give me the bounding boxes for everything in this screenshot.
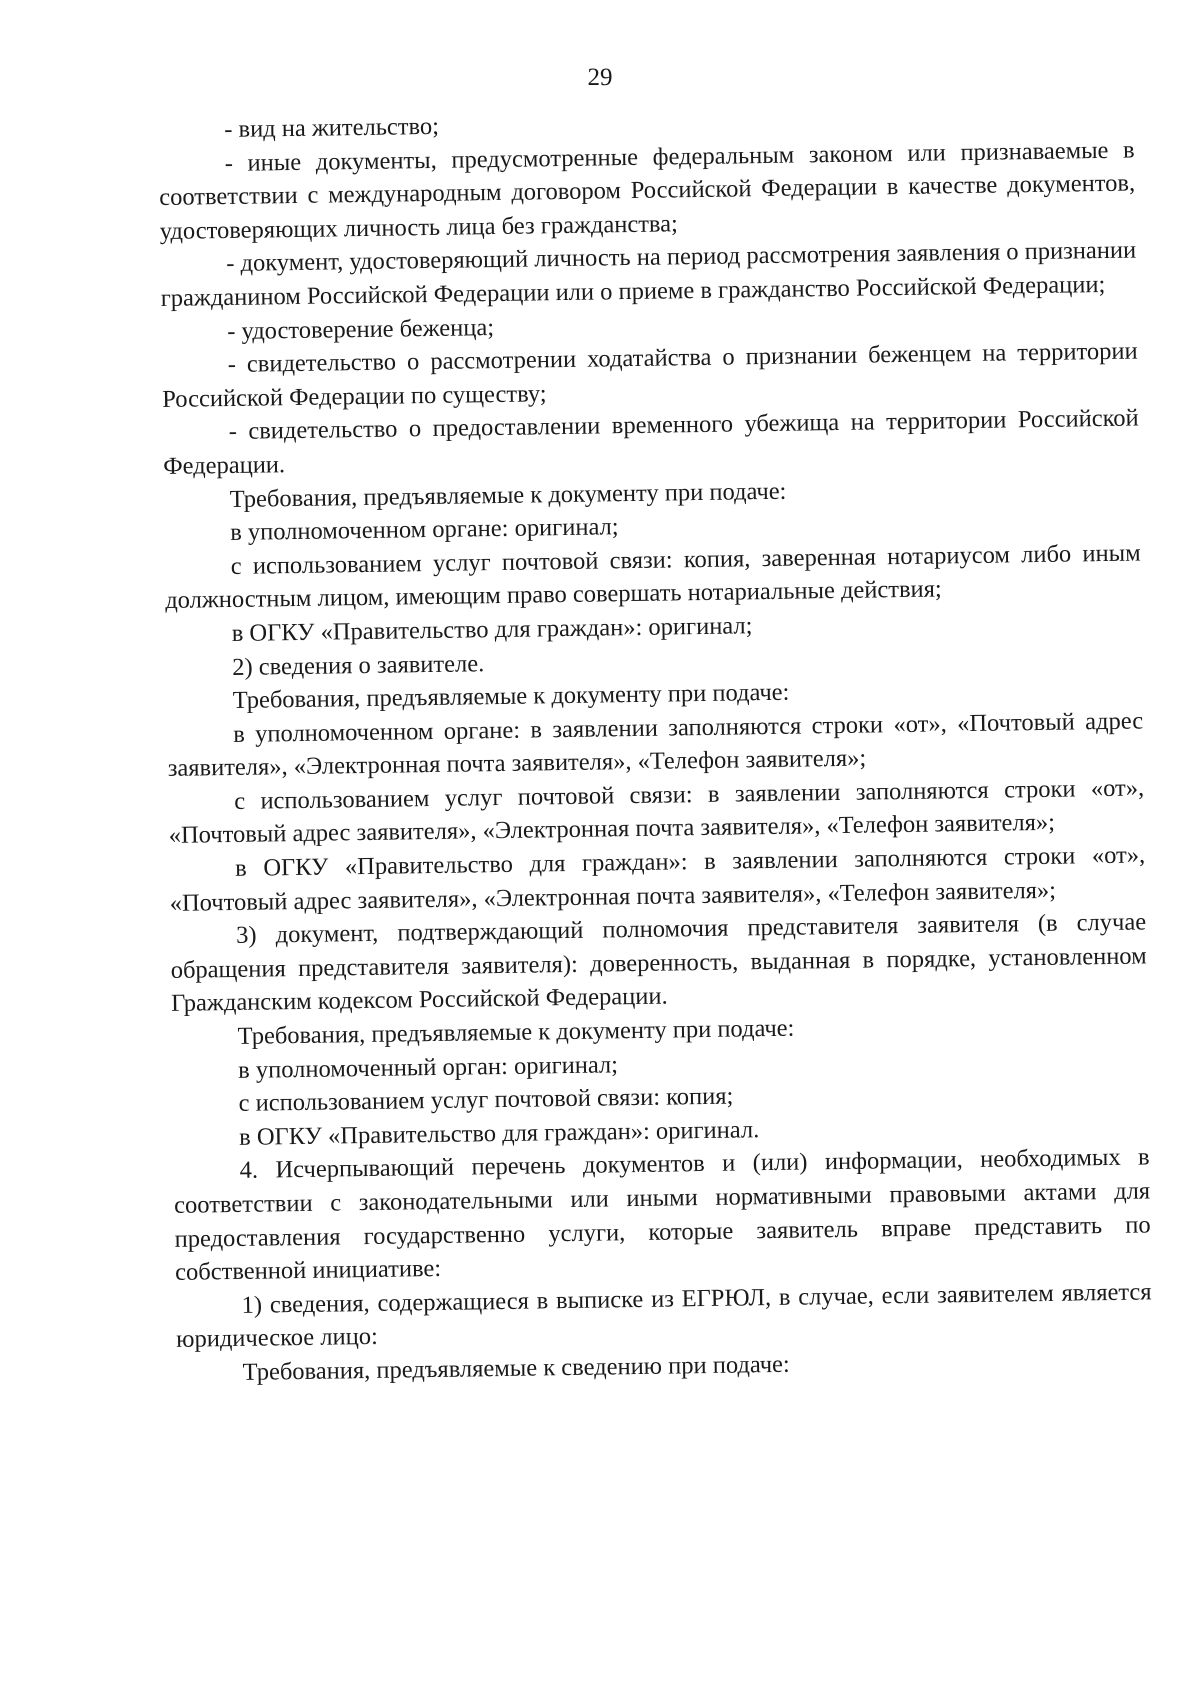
list-item-refugee-certificate: - удостоверение беженца;	[227, 313, 495, 345]
requirement-ogku-2: в ОГКУ «Правительство для граждан»: в заявлении заполняются строки «от», «Почтовый адрес заявителя», «Электронная почта заявителя», «Телефон заявителя»;	[169, 841, 1146, 917]
requirement-postal-1: с использованием услуг почтовой связи: копия, заверенная нотариусом либо иным должностным лицом, имеющим право совершать нотариальные действия;	[165, 539, 1141, 615]
requirement-authorized-body-1: в уполномоченном органе: оригинал;	[230, 513, 619, 547]
list-item-other-documents: - иные документы, предусмотренные федеральным законом или признаваемые в соответствии с международным договором Российской Федерации в качестве документов, удостоверяющих личность лица без гражданства;	[159, 136, 1136, 245]
list-item-temporary-asylum-certificate: - свидетельство о предоставлении временного убежища на территории Российской Федерации.	[163, 404, 1139, 480]
page-number: 29	[587, 64, 613, 91]
requirement-ogku-3: в ОГКУ «Правительство для граждан»: оригинал.	[238, 1116, 760, 1151]
requirements-heading-2: Требования, предъявляемые к документу при подаче:	[232, 678, 790, 715]
requirements-heading-1: Требования, предъявляемые к документу при подаче:	[229, 477, 787, 513]
item-egrul-info: 1) сведения, содержащиеся в выписке из ЕГРЮЛ, в случае, если заявителем является юридическое лицо:	[175, 1278, 1152, 1354]
requirements-heading-3: Требования, предъявляемые к документу при подаче:	[237, 1014, 795, 1050]
item-representative-authority: 3) документ, подтверждающий полномочия представителя заявителя (в случае обращения представителя заявителя): доверенность, выданная в порядке, установленном Гражданским кодексом Российской Федерации.	[170, 908, 1147, 1018]
document-body	[158, 100, 1153, 1391]
requirement-postal-3: с использованием услуг почтовой связи: копия;	[238, 1082, 734, 1118]
list-item-refugee-petition-certificate: - свидетельство о рассмотрении ходатайства о признании беженцем на территории Российской Федерации по существу;	[162, 337, 1138, 413]
item-applicant-info: 2) сведения о заявителе.	[232, 649, 485, 681]
requirements-heading-4: Требования, предъявляемые к сведению при подаче:	[242, 1350, 790, 1386]
list-item-residence-permit: - вид на жительство;	[224, 112, 440, 144]
requirement-authorized-body-3: в уполномоченный орган: оригинал;	[237, 1050, 619, 1084]
requirement-authorized-body-2: в уполномоченном органе: в заявлении заполняются строки «от», «Почтовый адрес заявителя», «Электронная почта заявителя», «Телефон заявителя»;	[167, 707, 1144, 783]
section-4-exhaustive-list: 4. Исчерпывающий перечень документов и (или) информации, необходимых в соответствии с законодательными или иными нормативными правовыми актами для предоставления государственно услуги, которые заявитель вправе представить по собственной инициативе:	[173, 1143, 1151, 1287]
list-item-identity-document: - документ, удостоверяющий личность на период рассмотрения заявления о признании гражданином Российской Федерации или о приеме в гражданство Российской Федерации;	[160, 236, 1137, 312]
requirement-postal-2: с использованием услуг почтовой связи: в заявлении заполняются строки «от», «Почтовый адрес заявителя», «Электронная почта заявителя», «Телефон заявителя»;	[168, 774, 1145, 850]
requirement-ogku-1: в ОГКУ «Правительство для граждан»: оригинал;	[231, 612, 753, 647]
